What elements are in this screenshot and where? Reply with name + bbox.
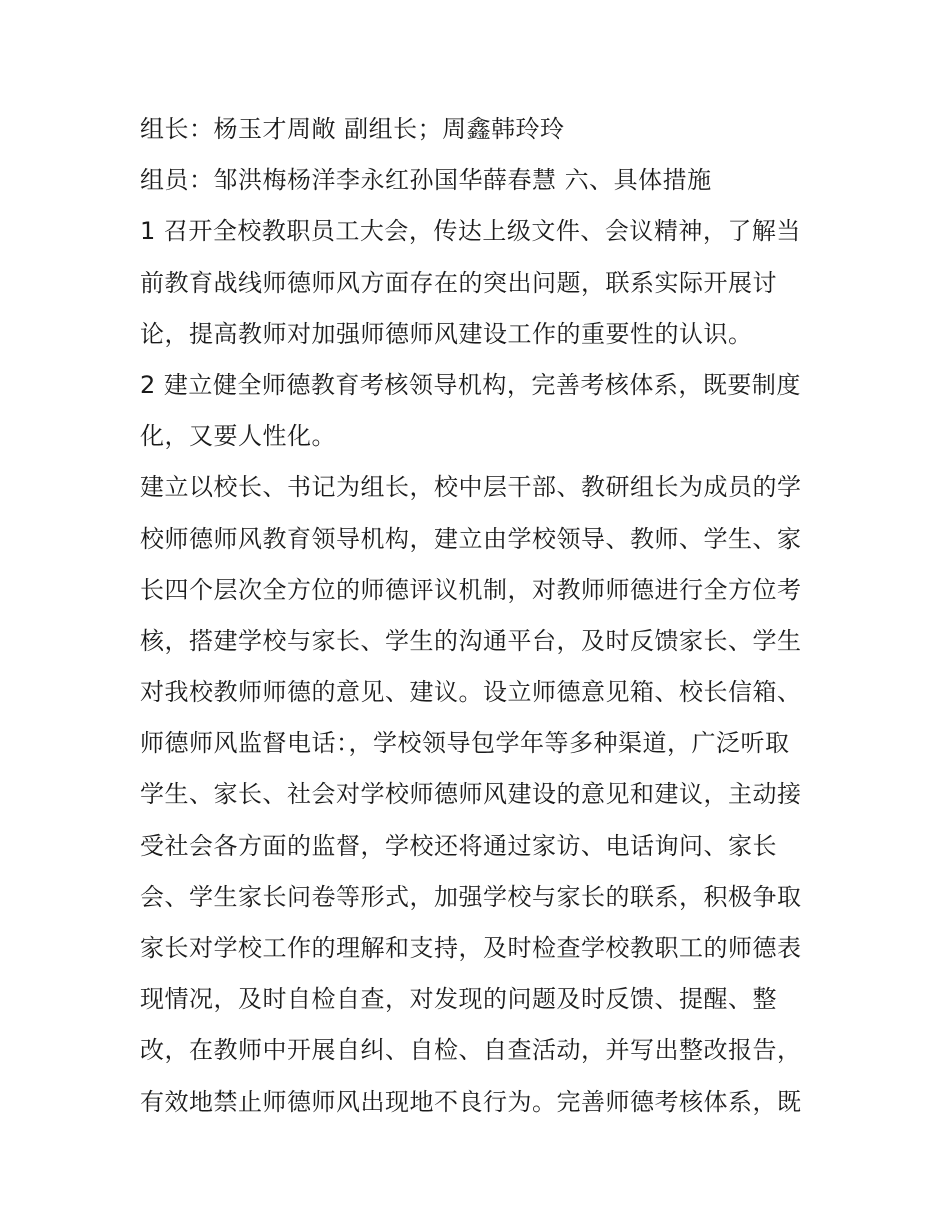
text-line: 核，搭建学校与家长、学生的沟通平台，及时反馈家长、学生 bbox=[140, 626, 802, 655]
group-leaders-line: 组长：杨玉才周敞 副组长；周鑫韩玲玲 bbox=[140, 115, 565, 143]
text-line: 对我校教师师德的意见、建议。设立师德意见箱、校长信箱、 bbox=[140, 678, 802, 707]
text-line: 1 召开全校教职员工大会，传达上级文件、会议精神，了解当 bbox=[140, 217, 801, 246]
text-line: 师德师风监督电话：，学校领导包学年等多种渠道，广泛听取 bbox=[140, 729, 790, 758]
group-members-line: 组员：邹洪梅杨洋李永红孙国华薛春慧 六、具体措施 bbox=[140, 166, 712, 195]
text-line: 现情况，及时自检自查，对发现的问题及时反馈、提醒、整 bbox=[140, 985, 777, 1014]
text-line: 会、学生家长问卷等形式，加强学校与家长的联系，积极争取 bbox=[140, 882, 802, 911]
text-line: 建立以校长、书记为组长，校中层干部、教研组长为成员的学 bbox=[140, 473, 802, 502]
text-line: 家长对学校工作的理解和支持，及时检查学校教职工的师德表 bbox=[140, 934, 802, 962]
text-line: 前教育战线师德师风方面存在的突出问题，联系实际开展讨 bbox=[140, 268, 777, 297]
text-line: 有效地禁止师德师风出现地不良行为。完善师德考核体系，既 bbox=[140, 1087, 802, 1116]
text-line: 论，提高教师对加强师德师风建设工作的重要性的认识。 bbox=[140, 319, 753, 348]
document-body bbox=[140, 104, 820, 1128]
text-line: 2 建立健全师德教育考核领导机构，完善考核体系，既要制度 bbox=[140, 370, 801, 399]
text-line: 长四个层次全方位的师德评议机制，对教师师德进行全方位考 bbox=[140, 575, 802, 604]
text-line: 改，在教师中开展自纠、自检、自查活动，并写出整改报告， bbox=[140, 1036, 802, 1065]
text-line: 学生、家长、社会对学校师德师风建设的意见和建议，主动接 bbox=[140, 780, 802, 809]
text-line: 受社会各方面的监督，学校还将通过家访、电话询问、家长 bbox=[140, 831, 777, 860]
text-line: 校师德师风教育领导机构，建立由学校领导、教师、学生、家 bbox=[140, 524, 802, 553]
text-line: 化，又要人性化。 bbox=[140, 422, 336, 451]
